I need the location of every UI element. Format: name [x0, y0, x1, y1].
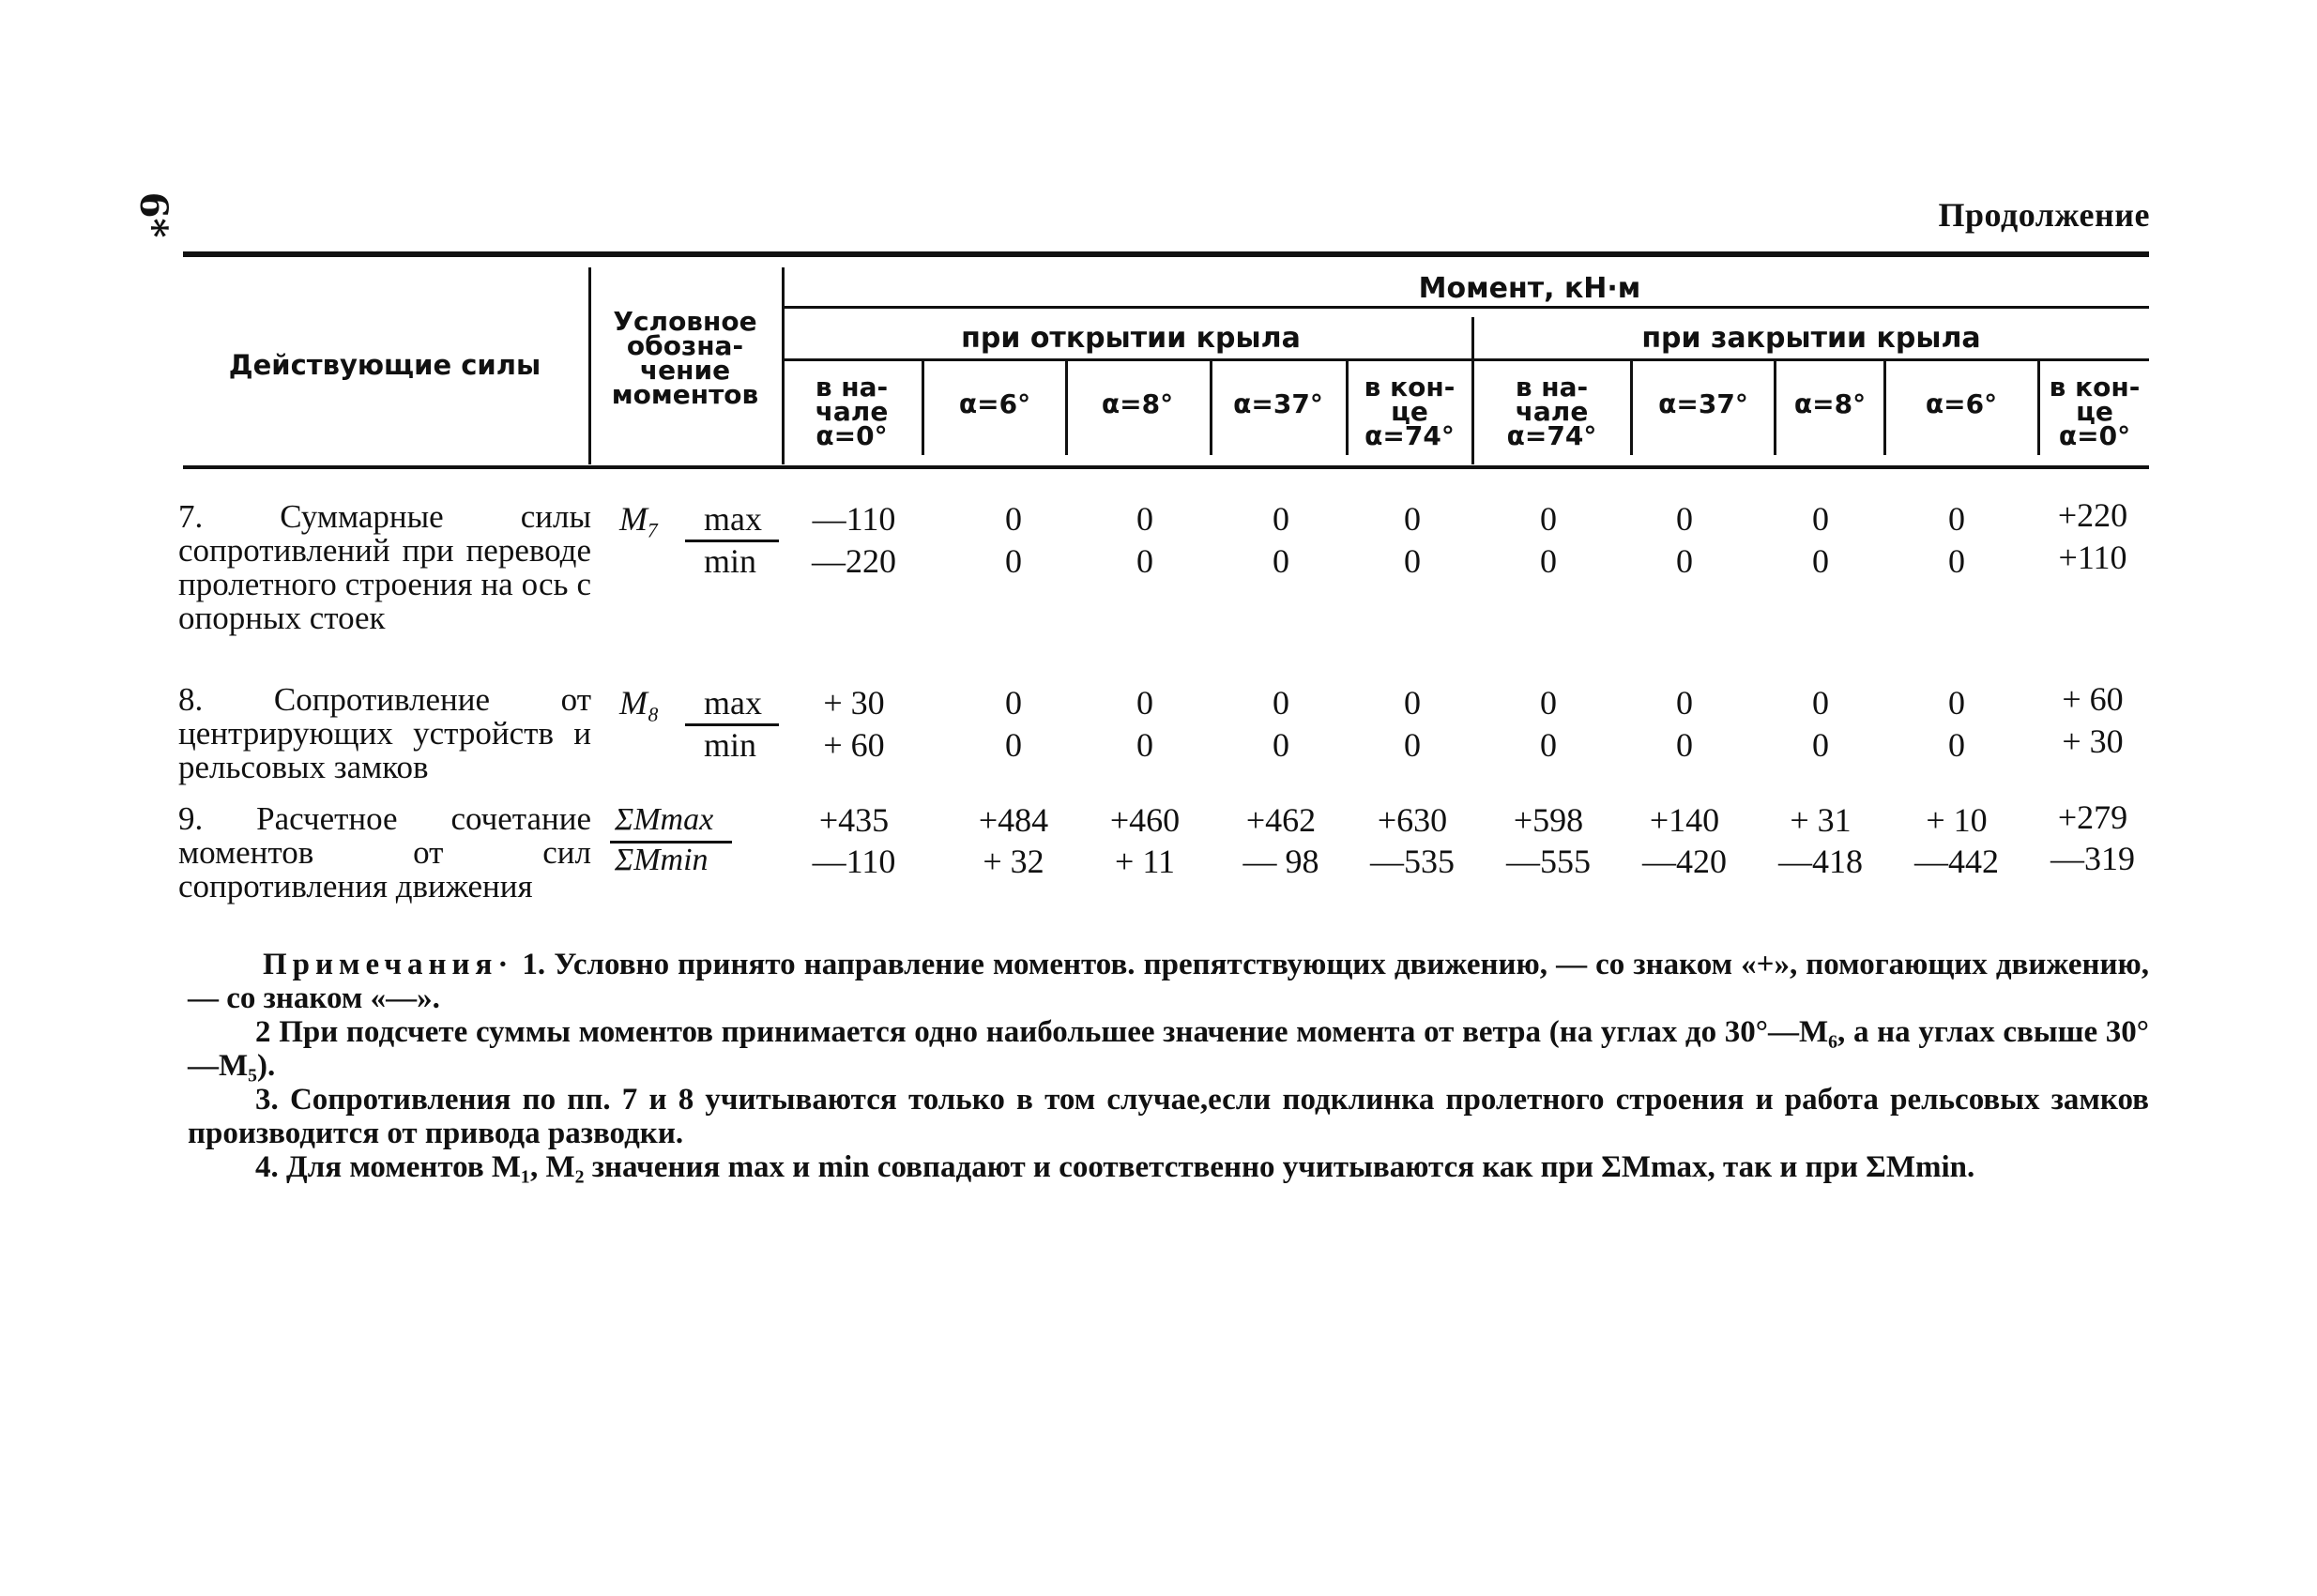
row-9-max-cell: +462: [1245, 801, 1317, 839]
row-7-max-cell: 0: [1273, 500, 1289, 538]
row-8-max-cell: + 30: [823, 684, 885, 722]
row-7-max-cell: 0: [1948, 500, 1965, 538]
row-9-max-cell: +279: [2057, 798, 2128, 836]
row-8-title: 8. Сопротивление от центрирующих устройств и рельсовых замков: [178, 681, 591, 785]
row-9-min-cell: —319: [2050, 840, 2135, 877]
row-7-max-cell: 0: [1404, 500, 1421, 538]
row-8-min-cell: 0: [1812, 726, 1829, 764]
row-9-min-cell: —110: [812, 843, 896, 880]
row-7-max-cell: 0: [1812, 500, 1829, 538]
row-7-max-cell: —110: [812, 500, 896, 538]
header-notation: Условное обозна- чение моментов: [611, 306, 759, 410]
row-9-min-cell: —442: [1914, 843, 1999, 880]
row-7-max-cell: 0: [1005, 500, 1022, 538]
row-8-max-cell: 0: [1136, 684, 1153, 722]
col-header-open-8: α=8°: [1101, 388, 1174, 419]
row-9-max-cell: + 31: [1790, 801, 1852, 839]
row-8-min-cell: 0: [1540, 726, 1557, 764]
row-9-min-cell: —555: [1506, 843, 1591, 880]
row-8-max-cell: 0: [1005, 684, 1022, 722]
row-9-min-cell: —535: [1370, 843, 1455, 880]
header-forces: Действующие силы: [228, 349, 541, 381]
row-8-label-max: max: [704, 684, 762, 722]
row-7-label-min: min: [704, 542, 757, 580]
row-7-max-cell: 0: [1136, 500, 1153, 538]
row-7-min-cell: 0: [1005, 542, 1022, 580]
row-7-title: 7. Суммарные силы сопротивлений при переводе пролетного строения на ось с опорных стоек: [178, 498, 591, 636]
note-1-text: 1. Условно принято направление моментов. препятствующих движению, — со знаком «+», помогающих движению, — со знаком «—».: [188, 948, 2150, 1015]
note-4: 4. Для моментов M₁, M₂ значения max и min совпадают и соответственно учитываются как при ΣMmax, так и при ΣMmin.: [255, 1150, 1975, 1184]
row-8-max-cell: 0: [1812, 684, 1829, 722]
row-8-symbol: M₈: [619, 684, 660, 722]
note-2: 2 При подсчете суммы моментов принимается одно наибольшее значение момента от ветра (на углах до 30°—M₆, а на углах свыше 30°—M₅).: [188, 1015, 2149, 1083]
row-9-title: 9. Расчетное сочетание моментов от сил сопротивления движения: [178, 800, 591, 904]
col-header-close-37: α=37°: [1658, 388, 1748, 419]
note-1: [188, 948, 2149, 1015]
row-9-symbol-max: ΣMmax: [615, 802, 714, 837]
row-9-symbol-min: ΣMmin: [615, 843, 709, 877]
header-moment: Момент, кН·м: [1418, 272, 1641, 305]
row-7-min-cell: 0: [1676, 542, 1693, 580]
row-7-min-cell: 0: [1273, 542, 1289, 580]
note-3: 3. Сопротивления по пп. 7 и 8 учитываются только в том случае,если подклинка пролетного строения и работа рельсовых замков производится от привода разводки.: [188, 1083, 2149, 1150]
col-header-open-6: α=6°: [958, 388, 1031, 419]
row-8-max-cell: 0: [1540, 684, 1557, 722]
row-7-min-cell: 0: [1948, 542, 1965, 580]
row-7-min-cell: —220: [812, 542, 896, 580]
row-8-max-cell: 0: [1273, 684, 1289, 722]
header-rule: [784, 306, 2149, 309]
row-7-symbol: M₇: [619, 500, 660, 538]
continuation-label: Продолжение: [1938, 196, 2150, 234]
notes-block: [188, 948, 2149, 1184]
col-header-open-37: α=37°: [1233, 388, 1323, 419]
header-closing: при закрытии крыла: [1641, 322, 1981, 355]
row-7-label-max: max: [704, 500, 762, 538]
col-header-close-end: в кон- це α=0°: [2049, 372, 2141, 451]
row-8-max-cell: + 60: [2062, 680, 2124, 718]
row-8-min-cell: + 30: [2062, 722, 2124, 760]
row-9-max-cell: +460: [1109, 801, 1181, 839]
row-9-max-cell: +630: [1377, 801, 1448, 839]
row-7-min-cell: 0: [1540, 542, 1557, 580]
row-8-min-cell: + 60: [823, 726, 885, 764]
row-8-min-cell: 0: [1676, 726, 1693, 764]
row-8-max-cell: 0: [1948, 684, 1965, 722]
row-9-max-cell: +435: [818, 801, 890, 839]
col-header-close-6: α=6°: [1925, 388, 1998, 419]
table-top-rule: [183, 251, 2149, 257]
row-8-max-cell: 0: [1404, 684, 1421, 722]
row-7-min-cell: +110: [2058, 539, 2127, 576]
header-rule: [784, 358, 2149, 361]
row-7-max-cell: 0: [1540, 500, 1557, 538]
col-header-close-start: в на- чале α=74°: [1506, 372, 1597, 451]
row-8-label-min: min: [704, 726, 757, 764]
notes-heading: Примечания·: [263, 948, 514, 981]
row-9-min-cell: — 98: [1242, 843, 1319, 880]
row-7-min-cell: 0: [1136, 542, 1153, 580]
row-9-min-cell: + 11: [1115, 843, 1175, 880]
row-9-max-cell: +484: [978, 801, 1049, 839]
row-8-min-cell: 0: [1404, 726, 1421, 764]
row-9-max-cell: + 10: [1926, 801, 1988, 839]
row-7-min-cell: 0: [1404, 542, 1421, 580]
row-8-min-cell: 0: [1948, 726, 1965, 764]
row-9-min-cell: + 32: [983, 843, 1044, 880]
row-8-min-cell: 0: [1136, 726, 1153, 764]
row-8-min-cell: 0: [1273, 726, 1289, 764]
row-8-max-cell: 0: [1676, 684, 1693, 722]
row-9-min-cell: —420: [1642, 843, 1727, 880]
row-9-max-cell: +140: [1649, 801, 1720, 839]
col-header-open-start: в на- чале α=0°: [815, 372, 889, 451]
row-8-min-cell: 0: [1005, 726, 1022, 764]
col-header-open-end: в кон- це α=74°: [1364, 372, 1456, 451]
row-7-min-cell: 0: [1812, 542, 1829, 580]
header-opening: при открытии крыла: [961, 322, 1301, 355]
row-9-max-cell: +598: [1513, 801, 1584, 839]
row-7-max-cell: 0: [1676, 500, 1693, 538]
row-9-min-cell: —418: [1778, 843, 1863, 880]
row-7-max-cell: +220: [2057, 496, 2128, 534]
page-number-mark: 6*: [131, 191, 175, 238]
table-header-bottom-rule: [183, 465, 2149, 469]
col-header-close-8: α=8°: [1793, 388, 1867, 419]
